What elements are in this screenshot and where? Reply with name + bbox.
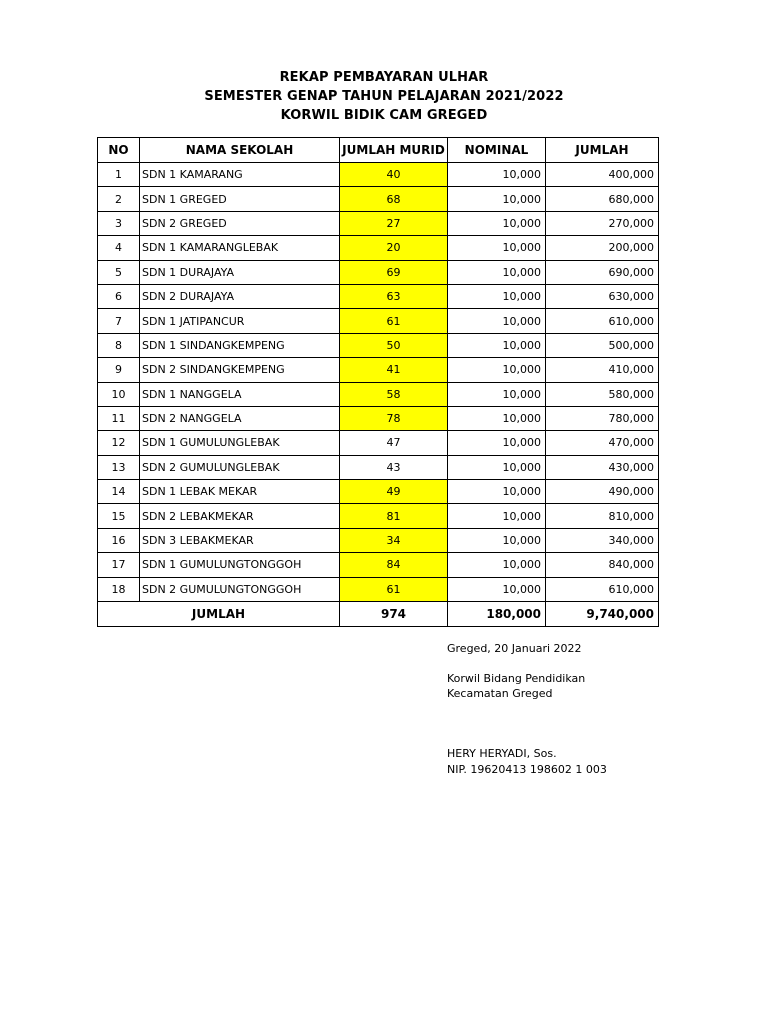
- table-row: [98, 211, 659, 235]
- table-row: [98, 187, 659, 211]
- nominal-value: 10,000: [448, 163, 546, 187]
- nominal-value: 10,000: [448, 480, 546, 504]
- table-total-row: [98, 602, 659, 627]
- amount-value: 340,000: [546, 528, 659, 552]
- student-count: 41: [340, 358, 448, 382]
- student-count: 63: [340, 284, 448, 308]
- row-number: 8: [98, 333, 140, 357]
- table-row: [98, 333, 659, 357]
- school-name: SDN 2 SINDANGKEMPENG: [140, 358, 340, 382]
- row-number: 12: [98, 431, 140, 455]
- row-number: 4: [98, 236, 140, 260]
- student-count: 58: [340, 382, 448, 406]
- title-line-3: KORWIL BIDIK CAM GREGED: [280, 108, 488, 123]
- student-count: 40: [340, 163, 448, 187]
- signatory-nip: NIP. 19620413 198602 1 003: [447, 763, 607, 776]
- signature-role-line-2: Kecamatan Greged: [447, 687, 553, 700]
- school-name: SDN 3 LEBAKMEKAR: [140, 528, 340, 552]
- school-name: SDN 1 GREGED: [140, 187, 340, 211]
- amount-value: 610,000: [546, 309, 659, 333]
- nominal-value: 10,000: [448, 358, 546, 382]
- table-row: [98, 382, 659, 406]
- amount-value: 400,000: [546, 163, 659, 187]
- column-header-nominal: NOMINAL: [448, 138, 546, 163]
- amount-value: 500,000: [546, 333, 659, 357]
- student-count: 49: [340, 480, 448, 504]
- student-count: 61: [340, 309, 448, 333]
- table-row: [98, 260, 659, 284]
- signature-place-date: Greged, 20 Januari 2022: [447, 642, 582, 655]
- school-name: SDN 2 DURAJAYA: [140, 284, 340, 308]
- school-name: SDN 2 GUMULUNGTONGGOH: [140, 577, 340, 601]
- table-row: [98, 163, 659, 187]
- column-header-student-count: JUMLAH MURID: [340, 138, 448, 163]
- column-header-school-name: NAMA SEKOLAH: [140, 138, 340, 163]
- school-name: SDN 1 KAMARANG: [140, 163, 340, 187]
- amount-value: 410,000: [546, 358, 659, 382]
- table-row: [98, 480, 659, 504]
- student-count: 43: [340, 455, 448, 479]
- student-count: 68: [340, 187, 448, 211]
- student-count: 50: [340, 333, 448, 357]
- payment-recap-table: [97, 137, 659, 627]
- row-number: 3: [98, 211, 140, 235]
- school-name: SDN 1 DURAJAYA: [140, 260, 340, 284]
- amount-value: 630,000: [546, 284, 659, 308]
- table-row: [98, 406, 659, 430]
- student-count: 84: [340, 553, 448, 577]
- row-number: 5: [98, 260, 140, 284]
- nominal-value: 10,000: [448, 333, 546, 357]
- nominal-value: 10,000: [448, 236, 546, 260]
- school-name: SDN 2 GREGED: [140, 211, 340, 235]
- column-header-no: NO: [98, 138, 140, 163]
- title-line-2: SEMESTER GENAP TAHUN PELAJARAN 2021/2022: [204, 89, 564, 104]
- nominal-value: 10,000: [448, 528, 546, 552]
- amount-value: 430,000: [546, 455, 659, 479]
- amount-value: 580,000: [546, 382, 659, 406]
- row-number: 6: [98, 284, 140, 308]
- amount-value: 840,000: [546, 553, 659, 577]
- row-number: 18: [98, 577, 140, 601]
- row-number: 11: [98, 406, 140, 430]
- school-name: SDN 1 GUMULUNGLEBAK: [140, 431, 340, 455]
- nominal-value: 10,000: [448, 309, 546, 333]
- row-number: 2: [98, 187, 140, 211]
- school-name: SDN 2 GUMULUNGLEBAK: [140, 455, 340, 479]
- table-row: [98, 236, 659, 260]
- school-name: SDN 1 KAMARANGLEBAK: [140, 236, 340, 260]
- amount-value: 690,000: [546, 260, 659, 284]
- amount-value: 680,000: [546, 187, 659, 211]
- nominal-value: 10,000: [448, 577, 546, 601]
- student-count: 69: [340, 260, 448, 284]
- total-label: JUMLAH: [98, 602, 340, 627]
- table-row: [98, 358, 659, 382]
- row-number: 17: [98, 553, 140, 577]
- row-number: 13: [98, 455, 140, 479]
- row-number: 9: [98, 358, 140, 382]
- student-count: 20: [340, 236, 448, 260]
- amount-value: 200,000: [546, 236, 659, 260]
- amount-value: 810,000: [546, 504, 659, 528]
- student-count: 81: [340, 504, 448, 528]
- student-count: 27: [340, 211, 448, 235]
- school-name: SDN 2 LEBAKMEKAR: [140, 504, 340, 528]
- amount-value: 610,000: [546, 577, 659, 601]
- table-body: [98, 163, 659, 602]
- nominal-value: 10,000: [448, 431, 546, 455]
- amount-value: 490,000: [546, 480, 659, 504]
- row-number: 1: [98, 163, 140, 187]
- student-count: 47: [340, 431, 448, 455]
- table-row: [98, 553, 659, 577]
- amount-value: 780,000: [546, 406, 659, 430]
- student-count: 61: [340, 577, 448, 601]
- document-title-block: [0, 68, 768, 125]
- school-name: SDN 1 NANGGELA: [140, 382, 340, 406]
- row-number: 16: [98, 528, 140, 552]
- row-number: 15: [98, 504, 140, 528]
- nominal-value: 10,000: [448, 504, 546, 528]
- total-nominal: 180,000: [448, 602, 546, 627]
- title-line-1: REKAP PEMBAYARAN ULHAR: [279, 70, 489, 85]
- nominal-value: 10,000: [448, 284, 546, 308]
- column-header-amount: JUMLAH: [546, 138, 659, 163]
- table-row: [98, 577, 659, 601]
- nominal-value: 10,000: [448, 455, 546, 479]
- school-name: SDN 1 GUMULUNGTONGGOH: [140, 553, 340, 577]
- table-header-row: [98, 138, 659, 163]
- nominal-value: 10,000: [448, 187, 546, 211]
- nominal-value: 10,000: [448, 260, 546, 284]
- school-name: SDN 1 JATIPANCUR: [140, 309, 340, 333]
- nominal-value: 10,000: [448, 553, 546, 577]
- student-count: 78: [340, 406, 448, 430]
- table-row: [98, 284, 659, 308]
- table-row: [98, 504, 659, 528]
- row-number: 14: [98, 480, 140, 504]
- total-student-count: 974: [340, 602, 448, 627]
- student-count: 34: [340, 528, 448, 552]
- nominal-value: 10,000: [448, 382, 546, 406]
- signature-role-line-1: Korwil Bidang Pendidikan: [447, 672, 586, 685]
- total-amount: 9,740,000: [546, 602, 659, 627]
- nominal-value: 10,000: [448, 406, 546, 430]
- amount-value: 470,000: [546, 431, 659, 455]
- nominal-value: 10,000: [448, 211, 546, 235]
- row-number: 7: [98, 309, 140, 333]
- row-number: 10: [98, 382, 140, 406]
- table-row: [98, 528, 659, 552]
- table-row: [98, 309, 659, 333]
- school-name: SDN 1 SINDANGKEMPENG: [140, 333, 340, 357]
- signatory-name: HERY HERYADI, Sos.: [447, 747, 557, 760]
- school-name: SDN 1 LEBAK MEKAR: [140, 480, 340, 504]
- school-name: SDN 2 NANGGELA: [140, 406, 340, 430]
- table-row: [98, 431, 659, 455]
- amount-value: 270,000: [546, 211, 659, 235]
- table-row: [98, 455, 659, 479]
